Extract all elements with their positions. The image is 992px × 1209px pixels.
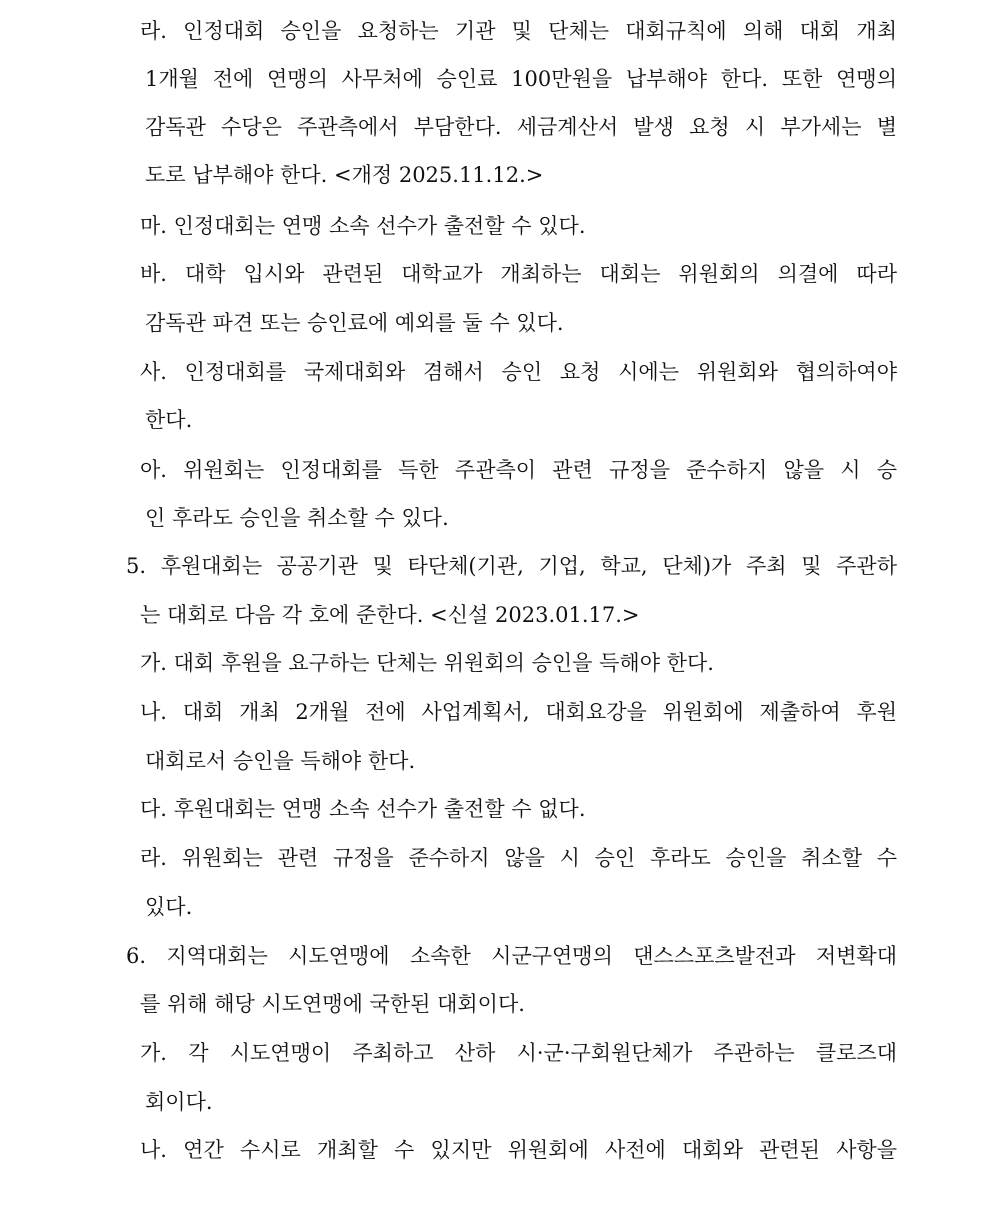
text-line: 1개월 전에 연맹의 사무처에 승인료 100만원을 납부해야 한다. 또한 연맹의 [145,67,897,91]
text-line: 감독관 수당은 주관측에서 부담한다. 세금계산서 발생 요청 시 부가세는 별 [145,115,897,139]
text-line: 를 위해 해당 시도연맹에 국한된 대회이다. [140,992,525,1016]
text-line: 나. 연간 수시로 개최할 수 있지만 위원회에 사전에 대회와 관련된 사항을 [140,1138,897,1162]
text-line: 라. 위원회는 관련 규정을 준수하지 않을 시 승인 후라도 승인을 취소할 수 [140,846,897,870]
text-line: 있다. [145,895,193,919]
text-line: 바. 대학 입시와 관련된 대학교가 개최하는 대회는 위원회의 의결에 따라 [140,262,897,286]
text-line: 인 후라도 승인을 취소할 수 있다. [145,506,449,530]
text-line: 감독관 파견 또는 승인료에 예외를 둘 수 있다. [145,311,564,335]
text-line: 마. 인정대회는 연맹 소속 선수가 출전할 수 있다. [140,214,586,238]
text-line: 도로 납부해야 한다. <개정 2025.11.12.> [145,163,544,187]
text-line: 한다. [145,408,193,432]
text-line: 사. 인정대회를 국제대회와 겸해서 승인 요청 시에는 위원회와 협의하여야 [140,360,897,384]
text-line: 는 대회로 다음 각 호에 준한다. <신설 2023.01.17.> [140,603,640,627]
text-line: 라. 인정대회 승인을 요청하는 기관 및 단체는 대회규칙에 의해 대회 개최 [140,19,897,43]
text-line: 6. 지역대회는 시도연맹에 소속한 시군구연맹의 댄스스포츠발전과 저변확대 [126,944,897,968]
text-line: 가. 각 시도연맹이 주최하고 산하 시·군·구회원단체가 주관하는 클로즈대 [140,1041,897,1065]
text-line: 나. 대회 개최 2개월 전에 사업계획서, 대회요강을 위원회에 제출하여 후원 [140,700,897,724]
text-line: 5. 후원대회는 공공기관 및 타단체(기관, 기업, 학교, 단체)가 주최 및 주관하 [126,554,897,578]
text-line: 대회로서 승인을 득해야 한다. [145,749,416,773]
text-line: 아. 위원회는 인정대회를 득한 주관측이 관련 규정을 준수하지 않을 시 승 [140,458,897,482]
text-line: 회이다. [145,1090,213,1114]
text-line: 가. 대회 후원을 요구하는 단체는 위원회의 승인을 득해야 한다. [140,651,714,675]
text-line: 다. 후원대회는 연맹 소속 선수가 출전할 수 없다. [140,797,586,821]
